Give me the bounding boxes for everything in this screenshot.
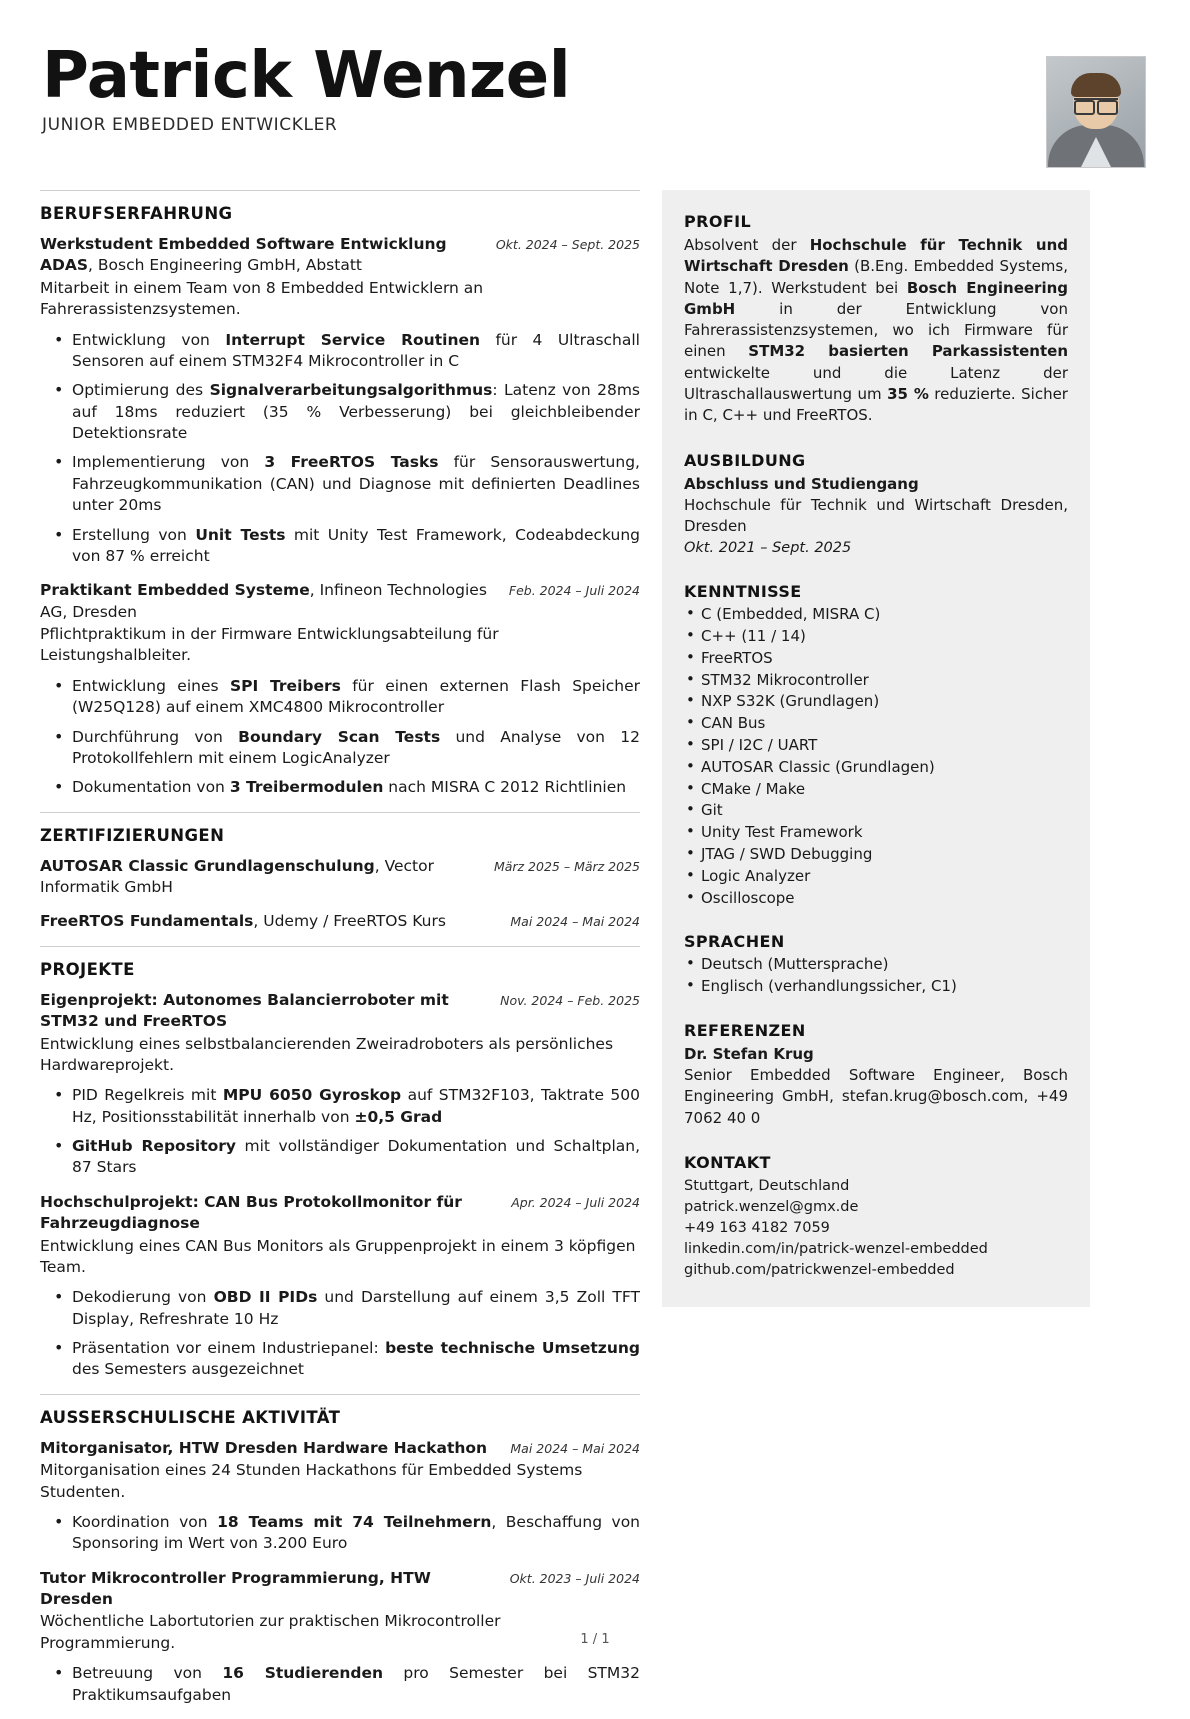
- sidebar-heading-profile: PROFIL: [684, 212, 752, 231]
- section-languages: [684, 932, 1068, 997]
- section-extracurricular: [40, 1394, 640, 1706]
- resume-entry: [40, 234, 640, 567]
- profile-text: Absolvent der Hochschule für Technik und Wirtschaft Dresden (B.Eng. Embedded Systems, Note 1,7). Werkstudent bei Bosch Engineering GmbH in der Entwicklung von Fahrerassistenzsystemen, wo ich Firmware für einen STM32 basierten Parkassistenten entwickelte und die Latenz der Ultraschallauswertung um 35 % reduzierte. Sicher in C, C++ und FreeRTOS.: [684, 236, 1069, 425]
- list-item: • CAN Bus: [684, 714, 1068, 734]
- list-item: • AUTOSAR Classic (Grundlagen): [684, 758, 1068, 778]
- entry-bullet-list: [40, 1512, 640, 1555]
- section-contact: [684, 1153, 1068, 1281]
- sidebar-heading-references: REFERENZEN: [684, 1020, 806, 1040]
- resume-entry: [40, 990, 640, 1179]
- list-item: • Implementierung von 3 FreeRTOS Tasks für Sensorauswertung, Fahrzeugkommunikation (CAN) und Diagnose mit definierten Deadlines unter 20ms: [40, 452, 640, 516]
- entry-header: [40, 856, 640, 899]
- entry-bullet-list: [40, 1287, 640, 1381]
- list-item: • Logic Analyzer: [684, 867, 1068, 887]
- skills-list: [684, 605, 1068, 908]
- main-column: [40, 190, 640, 1719]
- list-item: • Koordination von 18 Teams mit 74 Teilnehmern, Beschaffung von Sponsoring im Wert von 3.200 Euro: [40, 1512, 640, 1555]
- certification-entries: [40, 856, 640, 933]
- entry-header: [40, 990, 640, 1033]
- sidebar-heading-languages: SPRACHEN: [684, 932, 785, 952]
- entry-header: [40, 911, 640, 932]
- section-skills: [684, 582, 1068, 908]
- list-item: • NXP S32K (Grundlagen): [684, 692, 1068, 712]
- list-item: • Dokumentation von 3 Treibermodulen nach MISRA C 2012 Richtlinien: [40, 777, 640, 798]
- section-profile: [684, 212, 1068, 427]
- entry-description: Entwicklung eines selbstbalancierenden Zweiradroboters als persönliches Hardwareprojekt.: [40, 1034, 614, 1074]
- entry-description: Entwicklung eines CAN Bus Monitors als Gruppenprojekt in einem 3 köpfigen Team.: [40, 1236, 636, 1276]
- entry-title: FreeRTOS Fundamentals: [40, 912, 254, 931]
- contact-linkedin[interactable]: linkedin.com/in/patrick-wenzel-embedded: [684, 1241, 988, 1258]
- contact-email[interactable]: patrick.wenzel@gmx.de: [684, 1199, 859, 1216]
- section-experience: [40, 190, 640, 799]
- entry-org: , Bosch Engineering GmbH, Abstatt: [88, 256, 362, 275]
- list-item: • C++ (11 / 14): [684, 627, 1068, 647]
- profile-photo: [1046, 56, 1146, 168]
- list-item: • Durchführung von Boundary Scan Tests und Analyse von 12 Protokollfehlern mit einem LogicAnalyzer: [40, 727, 640, 770]
- entry-org: , Vector Informatik GmbH: [40, 856, 434, 896]
- entry-date: Okt. 2024 – Sept. 2025: [495, 237, 640, 252]
- list-item: • Entwicklung eines SPI Treibers für einen externen Flash Speicher (W25Q128) auf einem XMC4800 Mikrocontroller: [40, 676, 640, 719]
- entry-title: Hochschulprojekt: CAN Bus Protokollmonitor für Fahrzeugdiagnose: [40, 1192, 462, 1233]
- glasses-icon: [1074, 98, 1118, 110]
- page-title: Patrick Wenzel: [42, 39, 571, 113]
- entry-title: Eigenprojekt: Autonomes Balancierroboter mit STM32 und FreeRTOS: [40, 990, 449, 1031]
- sidebar-heading-contact: KONTAKT: [684, 1153, 771, 1173]
- list-item: • Git: [684, 801, 1068, 821]
- entry-header: [40, 1192, 640, 1235]
- entry-bullet-list: [40, 1663, 640, 1706]
- extracurricular-entries: [40, 1438, 640, 1706]
- list-item: • Erstellung von Unit Tests mit Unity Test Framework, Codeabdeckung von 87 % erreicht: [40, 525, 640, 568]
- list-item: • C (Embedded, MISRA C): [684, 605, 1068, 625]
- entry-date: Okt. 2023 – Juli 2024: [509, 1570, 640, 1586]
- entry-bullet-list: [40, 1085, 640, 1179]
- list-item: • JTAG / SWD Debugging: [684, 845, 1068, 865]
- education-degree: Abschluss und Studiengang: [684, 474, 919, 493]
- entry-date: März 2025 – März 2025: [493, 858, 640, 874]
- list-item: • Oscilloscope: [684, 889, 1068, 909]
- entry-header: [40, 234, 640, 277]
- education-school: Hochschule für Technik und Wirtschaft Dresden, Dresden: [684, 495, 1068, 536]
- entry-date: Mai 2024 – Mai 2024: [510, 1440, 640, 1456]
- entry-description: Mitorganisation eines 24 Stunden Hackathons für Embedded Systems Studenten.: [40, 1461, 583, 1501]
- languages-list: [684, 955, 1068, 997]
- list-item: • PID Regelkreis mit MPU 6050 Gyroskop auf STM32F103, Taktrate 500 Hz, Positionsstabilität innerhalb von ±0,5 Grad: [40, 1085, 640, 1128]
- entry-bullet-list: [40, 330, 640, 568]
- entry-header: [40, 580, 640, 623]
- section-heading-projects: PROJEKTE: [40, 946, 640, 979]
- entry-title: Praktikant Embedded Systeme: [40, 581, 310, 600]
- list-item: • Deutsch (Muttersprache): [684, 955, 1068, 975]
- project-entries: [40, 990, 640, 1381]
- list-item: • Präsentation vor einem Industriepanel: beste technische Umsetzung des Semesters ausgezeichnet: [40, 1338, 640, 1381]
- list-item: • SPI / I2C / UART: [684, 736, 1068, 756]
- sidebar-heading-education: AUSBILDUNG: [684, 450, 806, 470]
- page-footer: 1 / 1: [580, 1632, 610, 1647]
- photo-hair: [1071, 73, 1121, 97]
- section-heading-extracurricular: AUSSERSCHULISCHE AKTIVITÄT: [40, 1394, 640, 1427]
- entry-title: Tutor Mikrocontroller Programmierung, HTW Dresden: [40, 1568, 431, 1608]
- entry-bullet-list: [40, 676, 640, 799]
- section-certifications: [40, 812, 640, 933]
- resume-entry: [40, 911, 640, 932]
- list-item: • Entwicklung von Interrupt Service Routinen für 4 Ultraschall Sensoren auf einem STM32F4 Mikrocontroller in C: [40, 330, 640, 373]
- resume-entry: [40, 580, 640, 798]
- resume-entry: [40, 1192, 640, 1381]
- list-item: • Betreuung von 16 Studierenden pro Semester bei STM32 Praktikumsaufgaben: [40, 1663, 640, 1706]
- section-education: [684, 451, 1068, 558]
- entry-description: Wöchentliche Labortutorien zur praktischen Mikrocontroller Programmierung.: [40, 1612, 501, 1652]
- sidebar-column: [662, 190, 1090, 1307]
- entry-org: , Infineon Technologies AG, Dresden: [40, 581, 487, 621]
- resume-entry: [40, 1438, 640, 1555]
- entry-title: AUTOSAR Classic Grundlagenschulung: [40, 856, 375, 875]
- reference-name: Dr. Stefan Krug: [684, 1044, 814, 1063]
- resume-entry: [40, 856, 640, 899]
- content-columns: [40, 190, 1150, 1719]
- reference-detail: Senior Embedded Software Engineer, Bosch Engineering GmbH, stefan.krug@bosch.com, +49 7062 40 0: [684, 1066, 1068, 1127]
- entry-description: Pflichtpraktikum in der Firmware Entwicklungsabteilung für Leistungshalbleiter.: [40, 625, 499, 665]
- list-item: • Unity Test Framework: [684, 823, 1068, 843]
- list-item: • Optimierung des Signalverarbeitungsalgorithmus: Latenz von 28ms auf 18ms reduziert (35 % Verbesserung) bei gleichbleibender Detektionsrate: [40, 380, 640, 444]
- experience-entries: [40, 234, 640, 799]
- job-subtitle: JUNIOR EMBEDDED ENTWICKLER: [42, 115, 338, 136]
- sidebar-heading-skills: KENNTNISSE: [684, 582, 802, 602]
- list-item: • FreeRTOS: [684, 649, 1068, 669]
- entry-org: , Udemy / FreeRTOS Kurs: [253, 912, 446, 931]
- entry-title: Werkstudent Embedded Software Entwicklung ADAS: [40, 235, 447, 275]
- entry-description: Mitarbeit in einem Team von 8 Embedded Entwicklern an Fahrerassistenzsystemen.: [40, 278, 484, 319]
- header-text-block: [42, 39, 571, 136]
- entry-date: Feb. 2024 – Juli 2024: [508, 583, 640, 599]
- entry-date: Mai 2024 – Mai 2024: [510, 914, 640, 930]
- entry-header: [40, 1438, 640, 1459]
- entry-header: [40, 1568, 640, 1611]
- section-projects: [40, 946, 640, 1381]
- list-item: • Dekodierung von OBD II PIDs und Darstellung auf einem 3,5 Zoll TFT Display, Refreshrate 10 Hz: [40, 1287, 640, 1330]
- entry-date: Nov. 2024 – Feb. 2025: [500, 992, 640, 1008]
- resume-header: [40, 39, 1150, 168]
- contact-github[interactable]: github.com/patrickwenzel-embedded: [684, 1262, 955, 1279]
- contact-location: Stuttgart, Deutschland: [684, 1178, 850, 1195]
- entry-title: Mitorganisator, HTW Dresden Hardware Hackathon: [40, 1438, 488, 1457]
- list-item: • STM32 Mikrocontroller: [684, 671, 1068, 691]
- section-heading-experience: BERUFSERFAHRUNG: [40, 190, 640, 223]
- list-item: • Englisch (verhandlungssicher, C1): [684, 977, 1068, 997]
- education-date: Okt. 2021 – Sept. 2025: [684, 539, 852, 556]
- contact-phone[interactable]: +49 163 4182 7059: [684, 1220, 830, 1237]
- list-item: • CMake / Make: [684, 780, 1068, 800]
- list-item: • GitHub Repository mit vollständiger Dokumentation und Schaltplan, 87 Stars: [40, 1136, 640, 1179]
- section-references: [684, 1021, 1068, 1129]
- entry-date: Apr. 2024 – Juli 2024: [511, 1194, 640, 1210]
- section-heading-certifications: ZERTIFIZIERUNGEN: [40, 812, 640, 845]
